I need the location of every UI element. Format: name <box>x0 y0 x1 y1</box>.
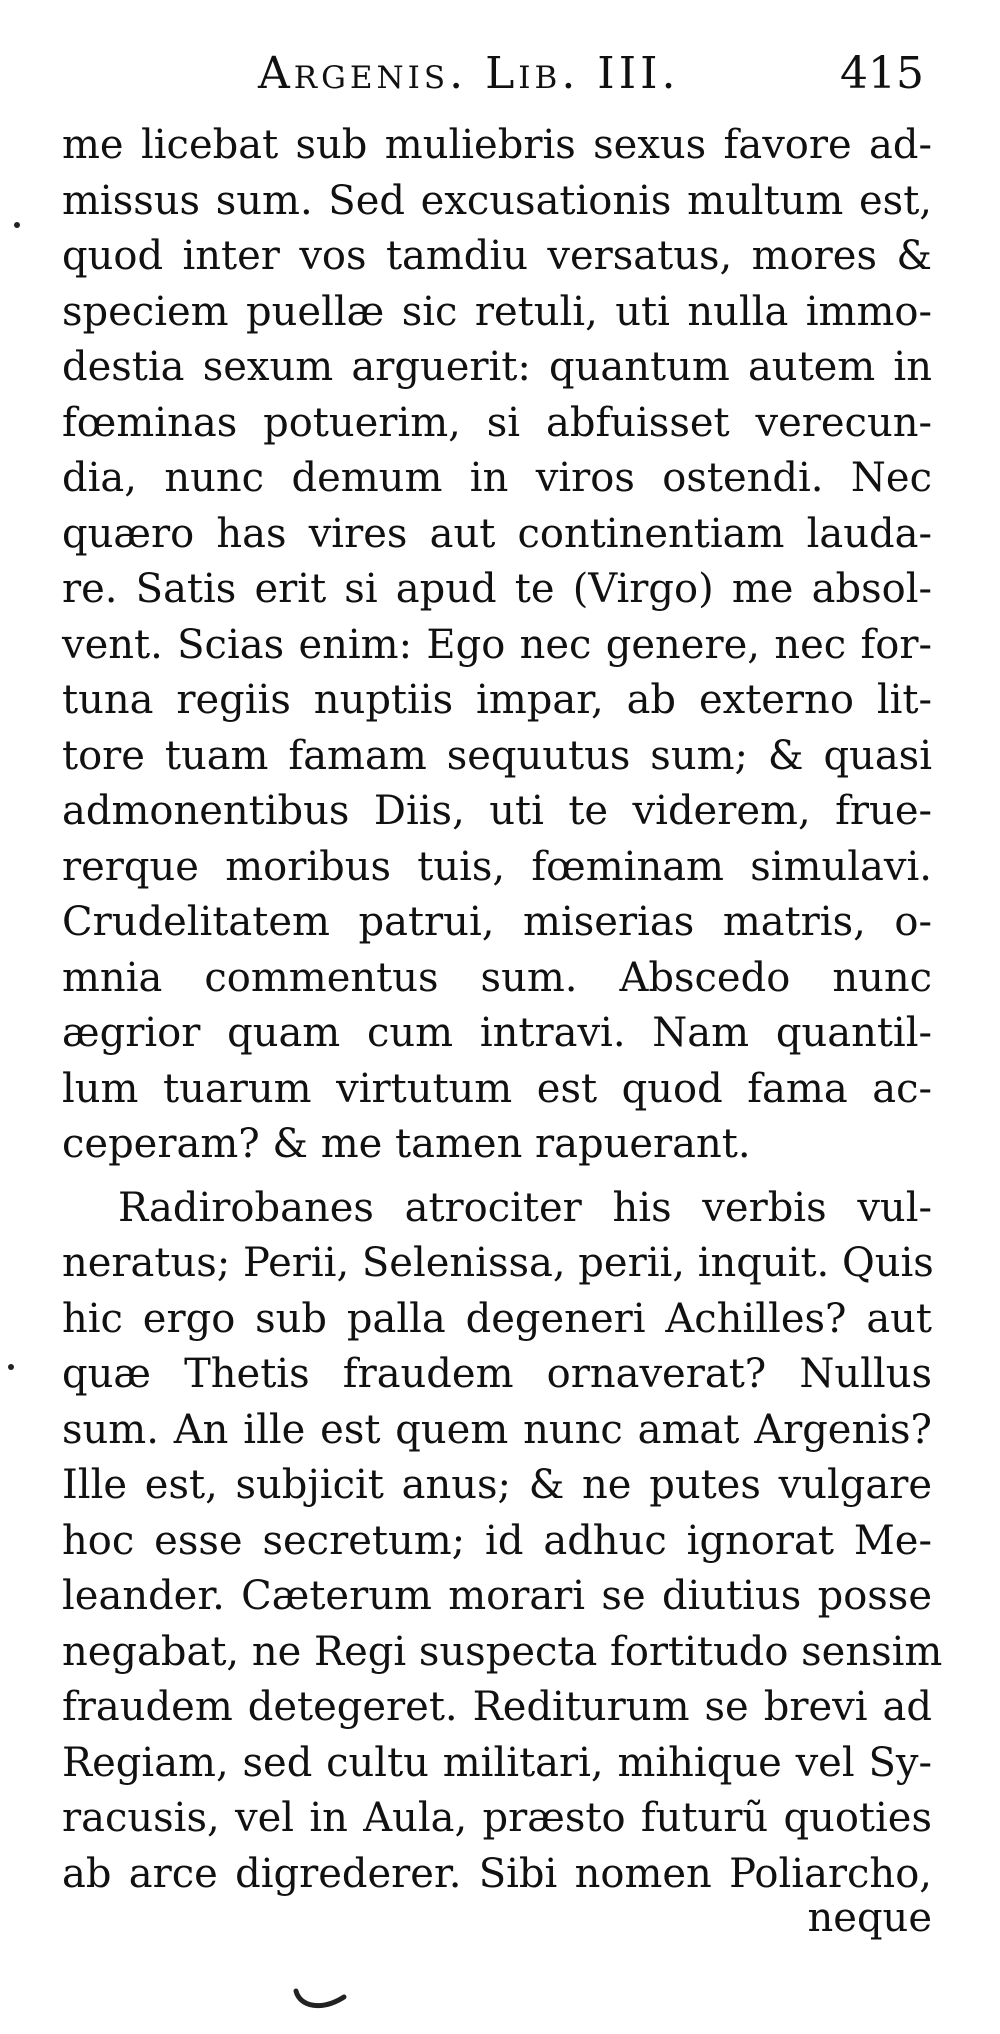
text-line: quæro has vires aut continentiam lauda- <box>62 510 932 557</box>
text-line: Ille est, subjicit anus; & ne putes vulgare <box>62 1462 932 1508</box>
margin-dot-mark <box>8 1364 14 1370</box>
text-line: mnia commentus sum. Abscedo nunc <box>62 954 932 1001</box>
ink-flourish-mark <box>292 1985 352 2015</box>
text-line: hoc esse secretum; id adhuc ignorat Me- <box>62 1517 932 1564</box>
text-line: me licebat sub muliebris sexus favore ad- <box>62 122 932 168</box>
paragraph-gap <box>62 1173 932 1181</box>
text-line: racusis, vel in Aula, præsto futurũ quoties <box>62 1795 932 1841</box>
text-line: leander. Cæterum morari se diutius posse <box>62 1573 932 1619</box>
text-line: rerque moribus tuis, fœminam simulavi. <box>62 843 932 890</box>
text-line: quæ Thetis fraudem ornaverat? Nullus <box>62 1351 932 1397</box>
paragraph-1 <box>62 118 932 1173</box>
text-line: ab arce digrederer. Sibi nomen Poliarcho, <box>62 1850 932 1897</box>
page-number: 415 <box>840 48 924 99</box>
text-line: re. Satis erit si apud te (Virgo) me absol- <box>62 566 932 612</box>
text-line: negabat, ne Regi suspecta fortitudo sensim <box>62 1628 943 1675</box>
text-line: vent. Scias enim: Ego nec genere, nec for- <box>62 621 932 668</box>
text-block <box>62 118 943 1902</box>
text-line: Radirobanes atrociter his verbis vul- <box>118 1184 932 1231</box>
text-line: Crudelitatem patrui, miserias matris, o- <box>62 899 932 945</box>
text-line: neratus; Perii, Selenissa, perii, inquit. Quis <box>62 1240 934 1286</box>
text-line: tore tuam famam sequutus sum; & quasi <box>62 732 932 779</box>
text-line: ægrior quam cum intravi. Nam quantil- <box>62 1010 932 1056</box>
margin-dot-mark <box>14 222 20 228</box>
catchword: neque <box>807 1895 932 1941</box>
text-line: fraudem detegeret. Rediturum se brevi ad <box>62 1684 932 1730</box>
text-line: hic ergo sub palla degeneri Achilles? aut <box>62 1295 932 1342</box>
text-line: fœminas potuerim, si abfuisset verecun- <box>62 399 932 446</box>
text-line: tuna regiis nuptiis impar, ab externo lit- <box>62 677 932 723</box>
text-line: Regiam, sed cultu militari, mihique vel Sy- <box>62 1739 932 1786</box>
text-line: lum tuarum virtutum est quod fama ac- <box>62 1065 932 1112</box>
text-line: destia sexum arguerit: quantum autem in <box>62 344 932 390</box>
text-line: sum. An ille est quem nunc amat Argenis? <box>62 1406 932 1453</box>
text-line: admonentibus Diis, uti te viderem, frue- <box>62 788 932 834</box>
text-line: speciem puellæ sic retuli, uti nulla immo- <box>62 288 932 335</box>
text-line: ceperam? & me tamen rapuerant. <box>62 1121 751 1167</box>
running-head: Argenis. Lib. III. <box>258 48 680 99</box>
text-line: dia, nunc demum in viros ostendi. Nec <box>62 455 932 501</box>
text-line: quod inter vos tamdiu versatus, mores & <box>62 233 932 279</box>
paragraph-2 <box>62 1181 943 1903</box>
text-line: missus sum. Sed excusationis multum est, <box>62 177 932 224</box>
